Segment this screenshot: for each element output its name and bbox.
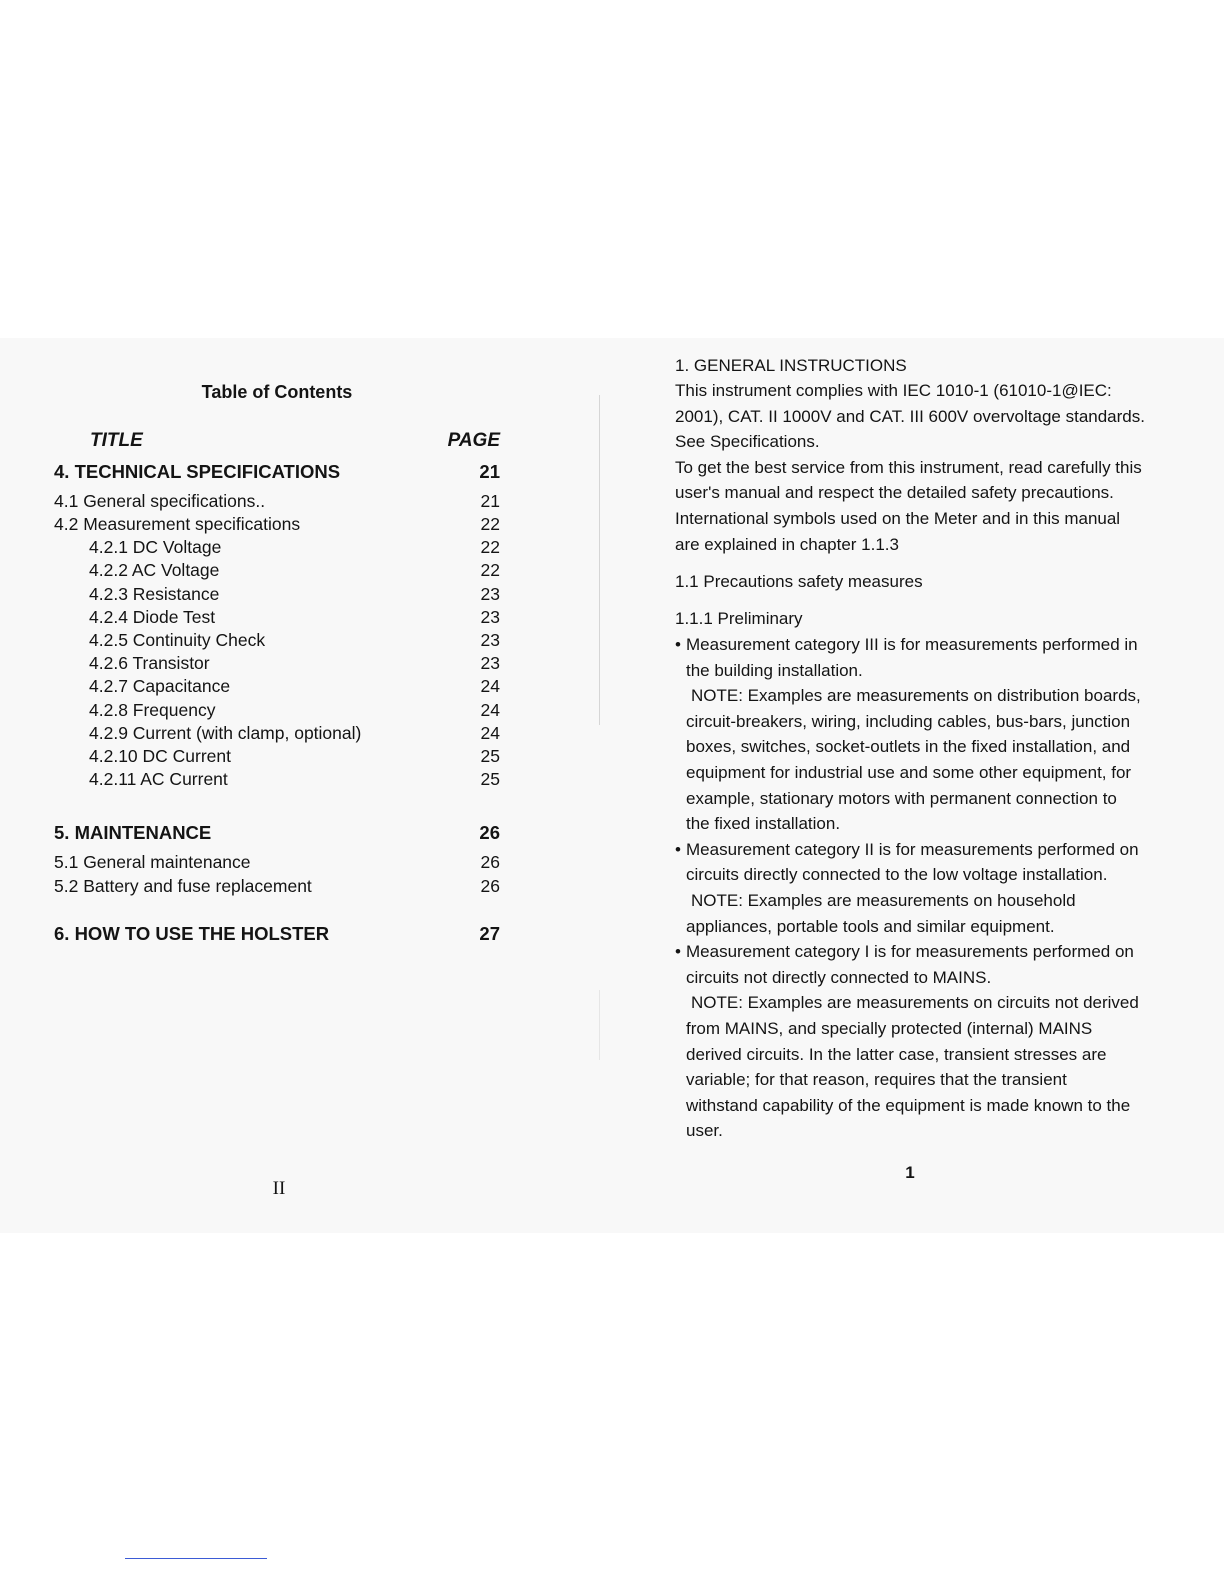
text-line: boxes, switches, socket-outlets in the fixed installation, and [686,737,1131,757]
toc-entry-label: 4.2.9 Current (with clamp, optional) [89,723,362,743]
toc-entry-page: 26 [480,852,500,872]
text-line: NOTE: Examples are measurements on household [691,890,1076,910]
list-item [675,837,1153,939]
text-line: circuit-breakers, wiring, including cables, bus-bars, junction [686,711,1131,731]
text-line: This instrument complies with IEC 1010-1 (61010-1@IEC: [675,381,1112,400]
text-line: equipment for industrial use and some other equipment, for [686,762,1132,782]
toc-entry-page: 26 [480,876,500,896]
text-line: International symbols used on the Meter and in this manual [675,508,1121,528]
text-line: example, stationary motors with permanent connection to [686,788,1117,808]
bullet-mark: • [675,942,681,962]
toc-entry-label: 4.2.6 Transistor [89,653,210,673]
bullet-mark: • [675,635,681,654]
text-line: NOTE: Examples are measurements on distribution boards, [691,686,1141,706]
toc-entry-label: 4.2.7 Capacitance [89,676,231,696]
text-line: circuits directly connected to the low voltage installation. [686,865,1108,885]
category-list [675,632,1153,1144]
toc-entry-page: 23 [480,630,500,650]
note [686,683,1153,837]
toc-title: Table of Contents [201,382,353,402]
toc-entry-label: 4.1 General specifications.. [54,491,266,511]
toc-entry-label: 4.2.10 DC Current [89,746,232,766]
toc-entry-page: 24 [480,700,500,720]
page-number-left: II [272,1178,286,1199]
subsection-heading: 1.1 Precautions safety measures [675,572,923,591]
text-line: NOTE: Examples are measurements on circuits not derived [691,993,1139,1013]
toc-entry-label: 4.2.11 AC Current [89,769,228,789]
toc-column-page: PAGE [447,430,500,451]
page-number-right: 1 [905,1163,915,1182]
toc-entry-label: 4.2.4 Diode Test [89,607,216,627]
toc-entry-page: 25 [480,746,500,766]
text-line: user. [686,1121,723,1141]
toc-entry-label: 5. MAINTENANCE [54,822,212,843]
text-line: the fixed installation. [686,814,841,834]
toc-entry-page: 22 [480,537,500,557]
toc-column-title: TITLE [90,430,143,451]
text-line: Measurement category II is for measurements performed on [686,839,1139,859]
toc-entry-label: 4. TECHNICAL SPECIFICATIONS [54,461,341,482]
text-line: Measurement category III is for measurements performed in [686,635,1138,654]
text-line: withstand capability of the equipment is made known to the [686,1095,1131,1115]
text-line: appliances, portable tools and similar equipment. [686,916,1055,936]
toc-entry-page: 22 [480,560,500,580]
link-underline[interactable] [125,1558,267,1559]
toc-entry-label: 4.2.1 DC Voltage [89,537,222,557]
note [686,990,1153,1144]
text-line: 2001), CAT. II 1000V and CAT. III 600V overvoltage standards. [675,406,1145,426]
toc-entry-page: 27 [479,923,500,944]
toc-entry-page: 24 [480,723,500,743]
toc-entry-page: 21 [479,461,500,482]
note [686,888,1153,939]
toc-entry-label: 4.2.8 Frequency [89,700,216,720]
toc-entry-label: 4.2.3 Resistance [89,584,220,604]
text-line: variable; for that reason, requires that the transient [686,1070,1067,1090]
text-line: from MAINS, and specially protected (internal) MAINS [686,1018,1093,1038]
toc-entry-page: 23 [480,584,500,604]
toc-entry-label: 4.2.2 AC Voltage [89,560,220,580]
toc-entry-label: 6. HOW TO USE THE HOLSTER [54,923,330,944]
toc-entry-page: 24 [480,676,500,696]
text-line: are explained in chapter 1.1.3 [675,534,899,554]
bullet-mark: • [675,839,681,859]
text-line: derived circuits. In the latter case, transient stresses are [686,1044,1107,1064]
toc-entry-label: 5.1 General maintenance [54,852,251,872]
toc-entry-page: 23 [480,607,500,627]
toc-entry-label: 4.2.5 Continuity Check [89,630,266,650]
text-line: user's manual and respect the detailed safety precautions. [675,483,1114,503]
text-line: Measurement category I is for measurements performed on [686,942,1134,962]
subsubsection-heading: 1.1.1 Preliminary [675,609,803,628]
section-heading: 1. GENERAL INSTRUCTIONS [675,356,907,375]
page-fold-line-lower [599,990,600,1060]
text-line: To get the best service from this instrument, read carefully this [675,457,1142,477]
toc-entry-page: 22 [480,514,500,534]
toc-entry-page: 26 [479,822,500,843]
toc-entry-page: 25 [480,769,500,789]
list-item [675,632,1153,837]
text-line: See Specifications. [675,432,820,452]
toc-entry-page: 21 [480,491,500,511]
toc-entry-label: 5.2 Battery and fuse replacement [54,876,312,896]
list-item [675,939,1153,1144]
toc-entry-page: 23 [480,653,500,673]
text-line: the building installation. [686,660,863,680]
intro-paragraph [675,378,1153,557]
toc-entry-label: 4.2 Measurement specifications [54,514,301,534]
text-line: circuits not directly connected to MAINS. [686,967,992,987]
